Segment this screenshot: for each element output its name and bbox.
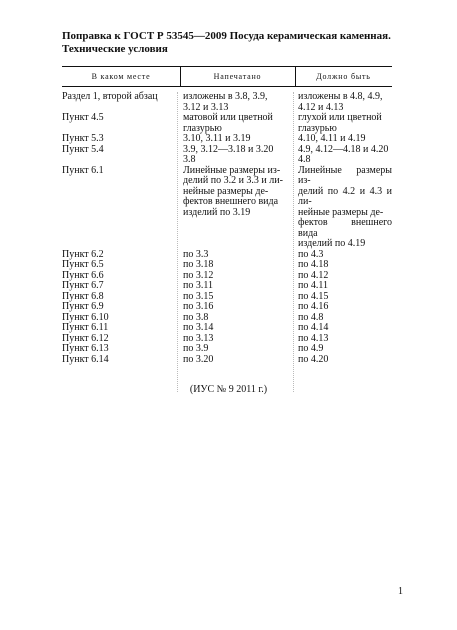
table-header-rule [62, 86, 392, 87]
place-cell: Пункт 6.5 [62, 259, 104, 270]
should-line: по 4.11 [298, 280, 328, 291]
should-cell [295, 113, 392, 134]
should-cell [295, 323, 392, 334]
place-cell: Пункт 6.7 [62, 280, 104, 291]
page-number: 1 [398, 586, 403, 597]
should-line: изделий по 4.19 [298, 238, 366, 249]
should-line: по 4.9 [298, 343, 324, 354]
printed-line: по 3.15 [183, 290, 214, 302]
printed-line: 3.8 [183, 154, 196, 165]
should-cell [295, 166, 392, 250]
table-row [62, 281, 392, 292]
table-row [62, 344, 392, 355]
table-row [62, 260, 392, 271]
place-cell: Пункт 6.13 [62, 343, 109, 354]
should-line: по 4.3 [298, 248, 324, 260]
printed-line: по 3.16 [183, 301, 214, 312]
should-line: 4.9, 4.12—4.18 и 4.20 [298, 143, 389, 155]
publication-note: (ИУС № 9 2011 г.) [189, 384, 268, 395]
place-cell: Пункт 6.6 [62, 269, 104, 281]
printed-line: по 3.9 [183, 343, 209, 354]
correction-table [62, 92, 392, 365]
table-row [62, 166, 392, 250]
place-cell: Раздел 1, второй абзац [62, 91, 158, 102]
should-line: нейные размеры де- [298, 206, 384, 218]
printed-cell [180, 355, 295, 366]
printed-line: матовой или цветной [183, 112, 273, 123]
printed-line: делий по 3.2 и 3.3 и ли- [183, 175, 283, 186]
place-cell: Пункт 5.4 [62, 143, 104, 155]
should-line: по 4.8 [298, 311, 324, 323]
place-cell: Пункт 6.12 [62, 332, 109, 344]
place-cell: Пункт 5.3 [62, 133, 104, 144]
printed-line: по 3.3 [183, 248, 209, 260]
should-line: по 4.14 [298, 322, 329, 333]
table-top-rule [62, 66, 392, 67]
should-line: 4.10, 4.11 и 4.19 [298, 133, 366, 144]
should-line: глазурью [298, 122, 337, 134]
printed-line: по 3.11 [183, 280, 213, 291]
table-row [62, 302, 392, 313]
printed-line: по 3.12 [183, 269, 214, 281]
place-cell: Пункт 4.5 [62, 112, 104, 123]
printed-line: 3.10, 3.11 и 3.19 [183, 133, 251, 144]
should-line: по 4.15 [298, 290, 329, 302]
should-cell [295, 355, 392, 366]
table-row [62, 134, 392, 145]
should-line: по 4.20 [298, 353, 329, 365]
printed-cell [180, 344, 295, 355]
printed-cell [180, 113, 295, 134]
printed-line: нейные размеры де- [183, 185, 269, 197]
should-line: по 4.16 [298, 301, 329, 312]
printed-cell [180, 260, 295, 271]
table-row [62, 92, 392, 113]
printed-cell [180, 145, 295, 166]
printed-cell [180, 134, 295, 145]
should-cell [295, 92, 392, 113]
place-cell: Пункт 6.1 [62, 164, 104, 176]
should-cell [295, 134, 392, 145]
table-row [62, 250, 392, 261]
place-cell: Пункт 6.2 [62, 248, 104, 260]
table-row [62, 334, 392, 345]
printed-line: изложены в 3.8, 3.9, [183, 91, 268, 102]
table-row [62, 113, 392, 134]
place-cell: Пункт 6.10 [62, 311, 109, 323]
column-header-printed: Напечатано [213, 72, 262, 81]
should-cell [295, 260, 392, 271]
place-cell: Пункт 6.9 [62, 301, 104, 312]
document-title: Поправка к ГОСТ Р 53545—2009 Посуда керамическая каменная. Технические условия [62, 30, 391, 55]
should-cell [295, 344, 392, 355]
place-cell: Пункт 6.14 [62, 353, 109, 365]
printed-cell [180, 166, 295, 250]
should-line: Линейные размеры из- [298, 164, 392, 186]
should-line: по 4.12 [298, 269, 329, 281]
place-cell: Пункт 6.8 [62, 290, 104, 302]
table-row [62, 355, 392, 366]
should-line: 4.8 [298, 154, 311, 165]
table-row [62, 271, 392, 282]
printed-line: 3.12 и 3.13 [183, 101, 229, 113]
printed-cell [180, 302, 295, 313]
table-row [62, 313, 392, 324]
should-line: глухой или цветной [298, 112, 382, 123]
column-header-place: В каком месте [91, 72, 151, 81]
column-header-should: Должно быть [316, 72, 371, 81]
should-line: по 4.18 [298, 259, 329, 270]
printed-line: Линейные размеры из- [183, 164, 281, 176]
table-row [62, 292, 392, 303]
printed-line: 3.9, 3.12—3.18 и 3.20 [183, 143, 274, 155]
should-cell [295, 281, 392, 292]
table-row [62, 323, 392, 334]
printed-line: изделий по 3.19 [183, 206, 251, 218]
should-line: 4.12 и 4.13 [298, 101, 344, 113]
place-cell: Пункт 6.11 [62, 322, 109, 333]
should-line: фектов внешнего вида [298, 217, 392, 239]
printed-cell [180, 281, 295, 292]
printed-cell [180, 92, 295, 113]
should-line: по 4.13 [298, 332, 329, 344]
table-row [62, 145, 392, 166]
printed-line: по 3.13 [183, 332, 214, 344]
printed-line: по 3.18 [183, 259, 214, 270]
printed-cell [180, 323, 295, 334]
printed-line: по 3.14 [183, 322, 214, 333]
printed-line: по 3.8 [183, 311, 209, 323]
should-line: изложены в 4.8, 4.9, [298, 91, 383, 102]
printed-line: фектов внешнего вида [183, 196, 279, 207]
printed-line: глазурью [183, 122, 222, 134]
should-cell [295, 145, 392, 166]
should-line: делий по 4.2 и 4.3 и ли- [298, 185, 392, 207]
should-cell [295, 302, 392, 313]
printed-line: по 3.20 [183, 353, 214, 365]
